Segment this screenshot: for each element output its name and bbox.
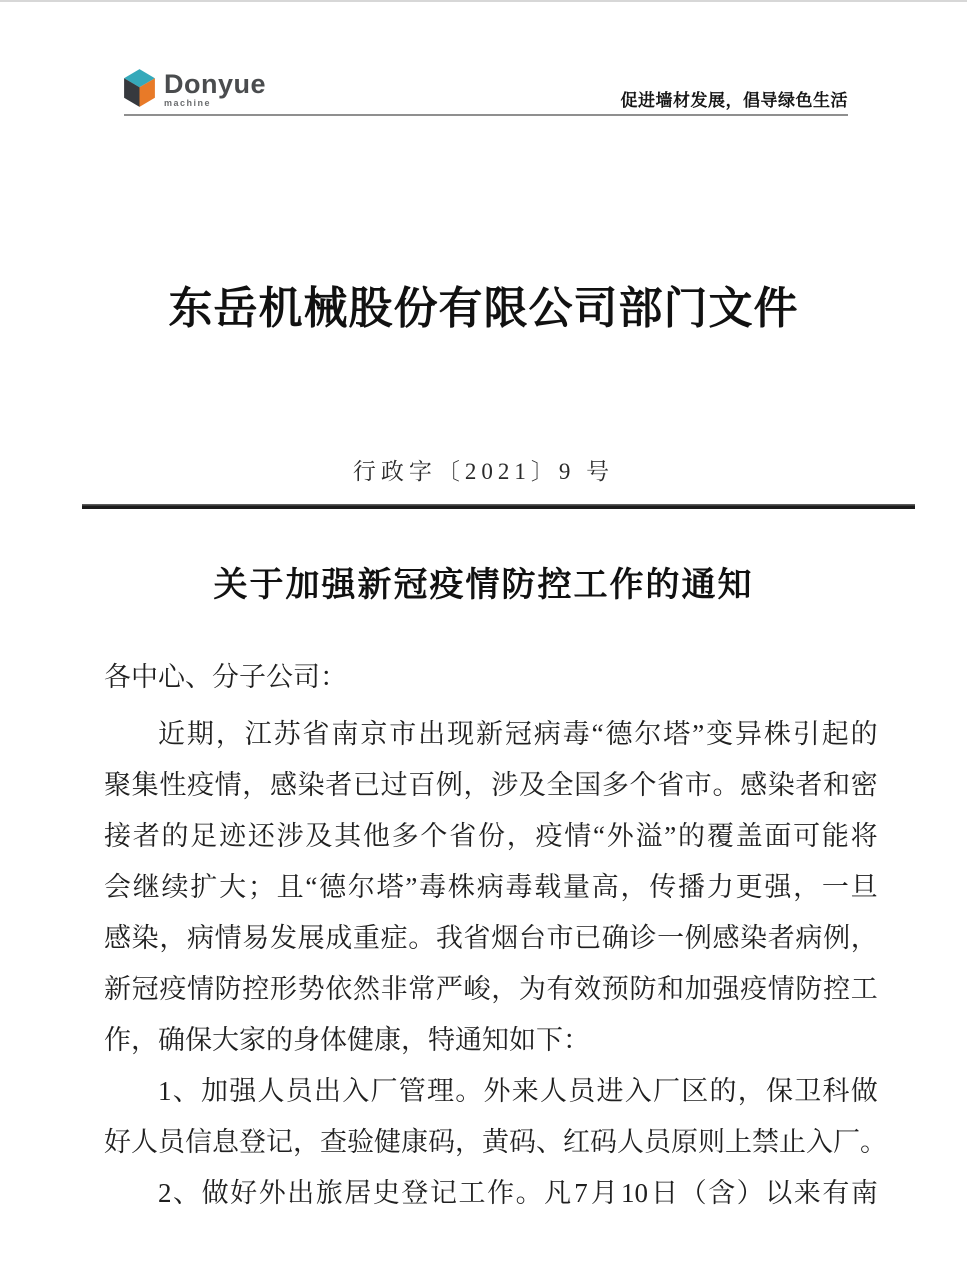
body-line: 1 、 加 强 人 员 出 入 厂 管 理 。 外 来 人 员 进 入 厂 区 的 ， 保 卫 科 做 <box>158 1076 878 1106</box>
page-top-edge <box>0 0 967 2</box>
body-line: 近 期 ， 江 苏 省 南 京 市 出 现 新 冠 病 毒 “ 德 尔 塔 ” 变 异 株 引 起 的 <box>158 719 878 749</box>
brand-block <box>164 68 267 108</box>
separator-rule <box>82 504 915 509</box>
body-line: 会 继 续 扩 大 ； 且 “ 德 尔 塔 ” 毒 株 病 毒 载 量 高 ， 传 播 力 更 强 ， 一 旦 <box>104 872 878 902</box>
notice-title: 关于加强新冠疫情防控工作的通知 <box>213 567 754 604</box>
brand-text: Donyue <box>164 68 267 99</box>
body-line: 新 冠 疫 情 防 控 形 势 依 然 非 常 严 峻 ， 为 有 效 预 防 和 加 强 疫 情 防 控 工 <box>104 974 878 1004</box>
body-line: 接 者 的 足 迹 还 涉 及 其 他 多 个 省 份 ， 疫 情 “ 外 溢 ” 的 覆 盖 面 可 能 将 <box>104 821 878 851</box>
company-logo <box>122 68 266 108</box>
body-lines <box>104 652 887 1219</box>
body-line: 各中心、分子公司： <box>104 662 347 692</box>
body-line: 感 染 ， 病 情 易 发 展 成 重 症 。 我 省 烟 台 市 已 确 诊 一 例 感 染 者 病 例 ， <box>104 923 878 953</box>
header-divider <box>124 114 848 116</box>
brand-subtext: machine <box>164 97 212 108</box>
document-number: 行政字〔2021〕9 号 <box>352 459 615 484</box>
body-line: 聚 集 性 疫 情 ， 感 染 者 已 过 百 例 ， 涉 及 全 国 多 个 省 市 。 感 染 者 和 密 <box>104 770 878 800</box>
body-line: 好 人 员 信 息 登 记 ， 查 验 健 康 码 ， 黄 码 、 红 码 人 员 原 则 上 禁 止 入 厂 。 <box>104 1127 887 1157</box>
body-line: 作，确保大家的身体健康，特通知如下： <box>104 1025 590 1055</box>
logo-cube-icon <box>122 68 157 108</box>
body-line: 2 、 做 好 外 出 旅 居 史 登 记 工 作 。 凡 7 月 10 日 （ 含 ） 以 来 有 南 <box>158 1178 878 1208</box>
header-slogan: 促进墙材发展，倡导绿色生活 <box>620 91 848 110</box>
document-title: 东岳机械股份有限公司部门文件 <box>168 284 799 333</box>
